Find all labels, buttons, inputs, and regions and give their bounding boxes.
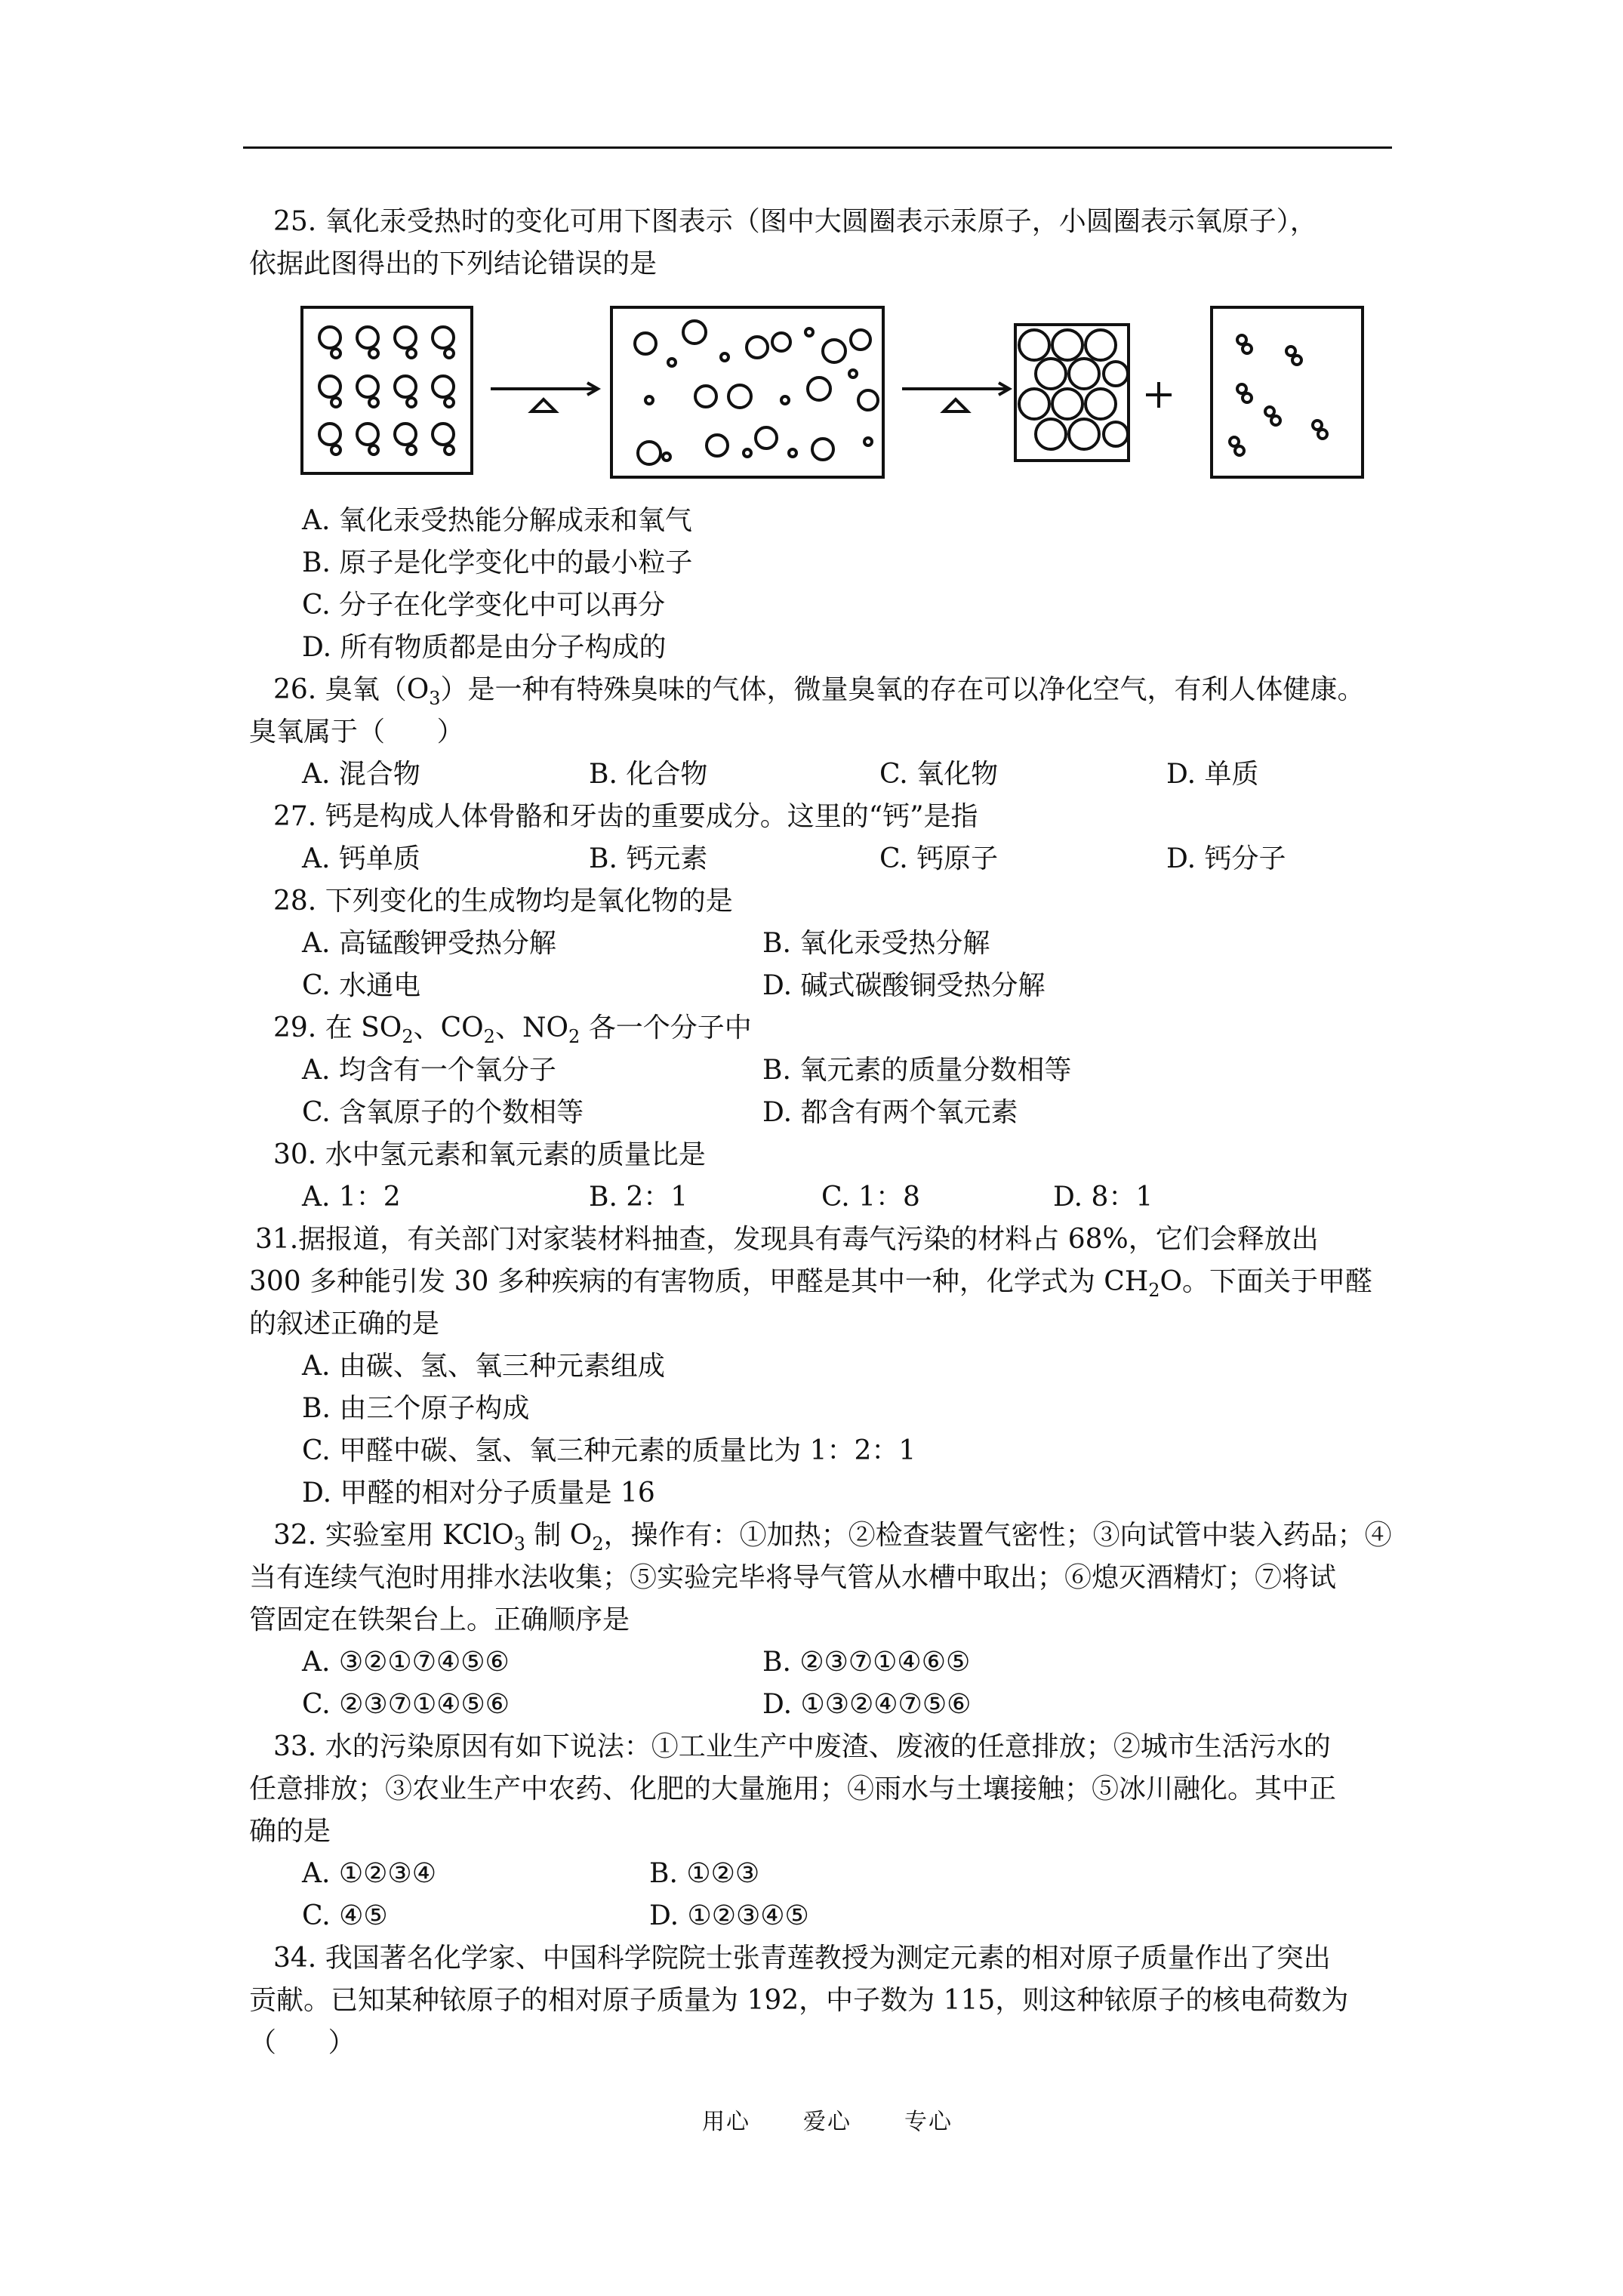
q30-option-d[interactable]: D. 8：1 (1053, 1182, 1153, 1213)
page-footer (702, 2103, 1006, 2136)
mercury-atoms (1019, 330, 1128, 449)
mercury-oxide-decomposition-diagram (294, 298, 1381, 495)
q31-option-b[interactable]: B. 由三个原子构成 (302, 1393, 530, 1424)
q26-stem-line1: 26. 臭氧$(O_3)$是一种有特殊臭味的气体，微量臭氧的存在可以净化空气，有利人体健康。 (273, 674, 1365, 710)
q30-option-b[interactable]: B. 2：1 (589, 1182, 688, 1213)
q26-option-a[interactable]: A. 混合物 (302, 759, 420, 790)
footer-word-2: 爱心 (803, 2109, 852, 2135)
q34-stem-line1: 34. 我国著名化学家、中国科学院院士张青莲教授为测定元素的相对原子质量作出了突出 (273, 1943, 1331, 1974)
oxygen-molecules (1230, 335, 1327, 455)
q31-option-a[interactable]: A. 由碳、氢、氧三种元素组成 (302, 1351, 665, 1382)
q25-stem-line1: 25. 氧化汞受热时的变化可用下图表示（图中大圆圈表示汞原子，小圆圈表示氧原子）， (273, 206, 1317, 237)
q28-option-b[interactable]: B. 氧化汞受热分解 (762, 928, 990, 959)
q28-option-c[interactable]: C. 水通电 (302, 970, 421, 1001)
q27-option-a[interactable]: A. 钙单质 (302, 843, 420, 874)
q28-option-a[interactable]: A. 高锰酸钾受热分解 (302, 928, 556, 959)
separated-atoms (635, 321, 878, 464)
q32-stem-line3: 管固定在铁架台上。正确顺序是 (249, 1604, 630, 1635)
q32-option-b[interactable]: B. ②③⑦①④⑥⑤ (762, 1647, 971, 1678)
q32-option-a[interactable]: A. ③②①⑦④⑤⑥ (302, 1647, 510, 1678)
q34-stem-line3: （ ） (249, 2027, 356, 2058)
q27-option-c[interactable]: C. 钙原子 (879, 843, 999, 874)
q30-option-c[interactable]: C. 1：8 (821, 1182, 920, 1213)
q29-option-a[interactable]: A. 均含有一个氧分子 (302, 1055, 556, 1086)
q31-option-c[interactable]: C. 甲醛中碳、氢、氧三种元素的质量比为 1：2：1 (302, 1435, 916, 1466)
q27-stem: 27. 钙是构成人体骨骼和牙齿的重要成分。这里的“钙”是指 (273, 801, 978, 832)
q33-stem-line1: 33. 水的污染原因有如下说法：①工业生产中废渣、废液的任意排放；②城市生活污水的 (273, 1731, 1331, 1762)
q26-option-c[interactable]: C. 氧化物 (879, 759, 999, 790)
q27-option-b[interactable]: B. 钙元素 (589, 843, 708, 874)
q33-stem-line3: 确的是 (249, 1816, 331, 1847)
q29-option-d[interactable]: D. 都含有两个氧元素 (762, 1097, 1018, 1128)
q25-option-d[interactable]: D. 所有物质都是由分子构成的 (302, 632, 667, 663)
q25-stem-line2: 依据此图得出的下列结论错误的是 (249, 248, 658, 279)
q30-stem: 30. 水中氢元素和氧元素的质量比是 (273, 1139, 706, 1170)
q30-option-a[interactable]: A. 1：2 (302, 1182, 401, 1213)
q33-option-b[interactable]: B. ①②③ (649, 1858, 760, 1889)
q29-option-b[interactable]: B. 氧元素的质量分数相等 (762, 1055, 1072, 1086)
footer-word-1: 用心 (702, 2109, 750, 2135)
header-rule (243, 146, 1392, 149)
q26-option-d[interactable]: D. 单质 (1166, 759, 1259, 790)
footer-word-3: 专心 (904, 2109, 953, 2135)
q31-option-d[interactable]: D. 甲醛的相对分子质量是 16 (302, 1478, 655, 1509)
hgo-molecules (319, 327, 454, 455)
q33-option-a[interactable]: A. ①②③④ (302, 1858, 436, 1889)
q33-option-c[interactable]: C. ④⑤ (302, 1900, 388, 1931)
q26-option-b[interactable]: B. 化合物 (589, 759, 708, 790)
q25-option-a[interactable]: A. 氧化汞受热能分解成汞和氧气 (302, 505, 692, 536)
q32-option-c[interactable]: C. ②③⑦①④⑤⑥ (302, 1689, 510, 1720)
q27-option-d[interactable]: D. 钙分子 (1166, 843, 1286, 874)
q31-stem-line3: 的叙述正确的是 (249, 1308, 440, 1339)
q28-stem: 28. 下列变化的生成物均是氧化物的是 (273, 886, 733, 917)
heat-symbol-1 (531, 399, 556, 411)
q28-option-d[interactable]: D. 碱式碳酸铜受热分解 (762, 970, 1046, 1001)
q34-stem-line2: 贡献。已知某种铱原子的相对原子质量为 192，中子数为 115，则这种铱原子的核电荷数为 (249, 1985, 1349, 2016)
q29-option-c[interactable]: C. 含氧原子的个数相等 (302, 1097, 584, 1128)
q25-option-b[interactable]: B. 原子是化学变化中的最小粒子 (302, 547, 693, 578)
q31-stem-line1: 31.据报道，有关部门对家装材料抽查，发现具有毒气污染的材料占 68%，它们会释放出 (255, 1224, 1319, 1255)
q32-stem-line2: 当有连续气泡时用排水法收集；⑤实验完毕将导气管从水槽中取出；⑥熄灭酒精灯；⑦将试 (249, 1562, 1337, 1593)
q32-stem-line1: 32. 实验室用 KClO$_3$ 制 $O_2$，操作有：①加热；②检查装置气密性；③向试管中装入药品；④ (273, 1520, 1392, 1555)
q32-option-d[interactable]: D. ①③②④⑦⑤⑥ (762, 1689, 972, 1720)
box-intermediate (611, 307, 883, 477)
q31-stem-line2: 300 多种能引发 30 多种疾病的有害物质，甲醛是其中一种，化学式为 $CH_2O$。下面关于甲醛 (249, 1266, 1373, 1302)
q26-stem-line2: 臭氧属于（ ） (249, 717, 464, 747)
q33-option-d[interactable]: D. ①②③④⑤ (649, 1900, 809, 1931)
q29-stem: 29. 在 $SO_2$、$CO_2$、$NO_2$ 各一个分子中 (273, 1012, 752, 1048)
heat-symbol-2 (944, 399, 968, 411)
q25-option-c[interactable]: C. 分子在化学变化中可以再分 (302, 590, 666, 621)
q33-stem-line2: 任意排放；③农业生产中农药、化肥的大量施用；④雨水与土壤接触；⑤冰川融化。其中正 (249, 1774, 1337, 1804)
